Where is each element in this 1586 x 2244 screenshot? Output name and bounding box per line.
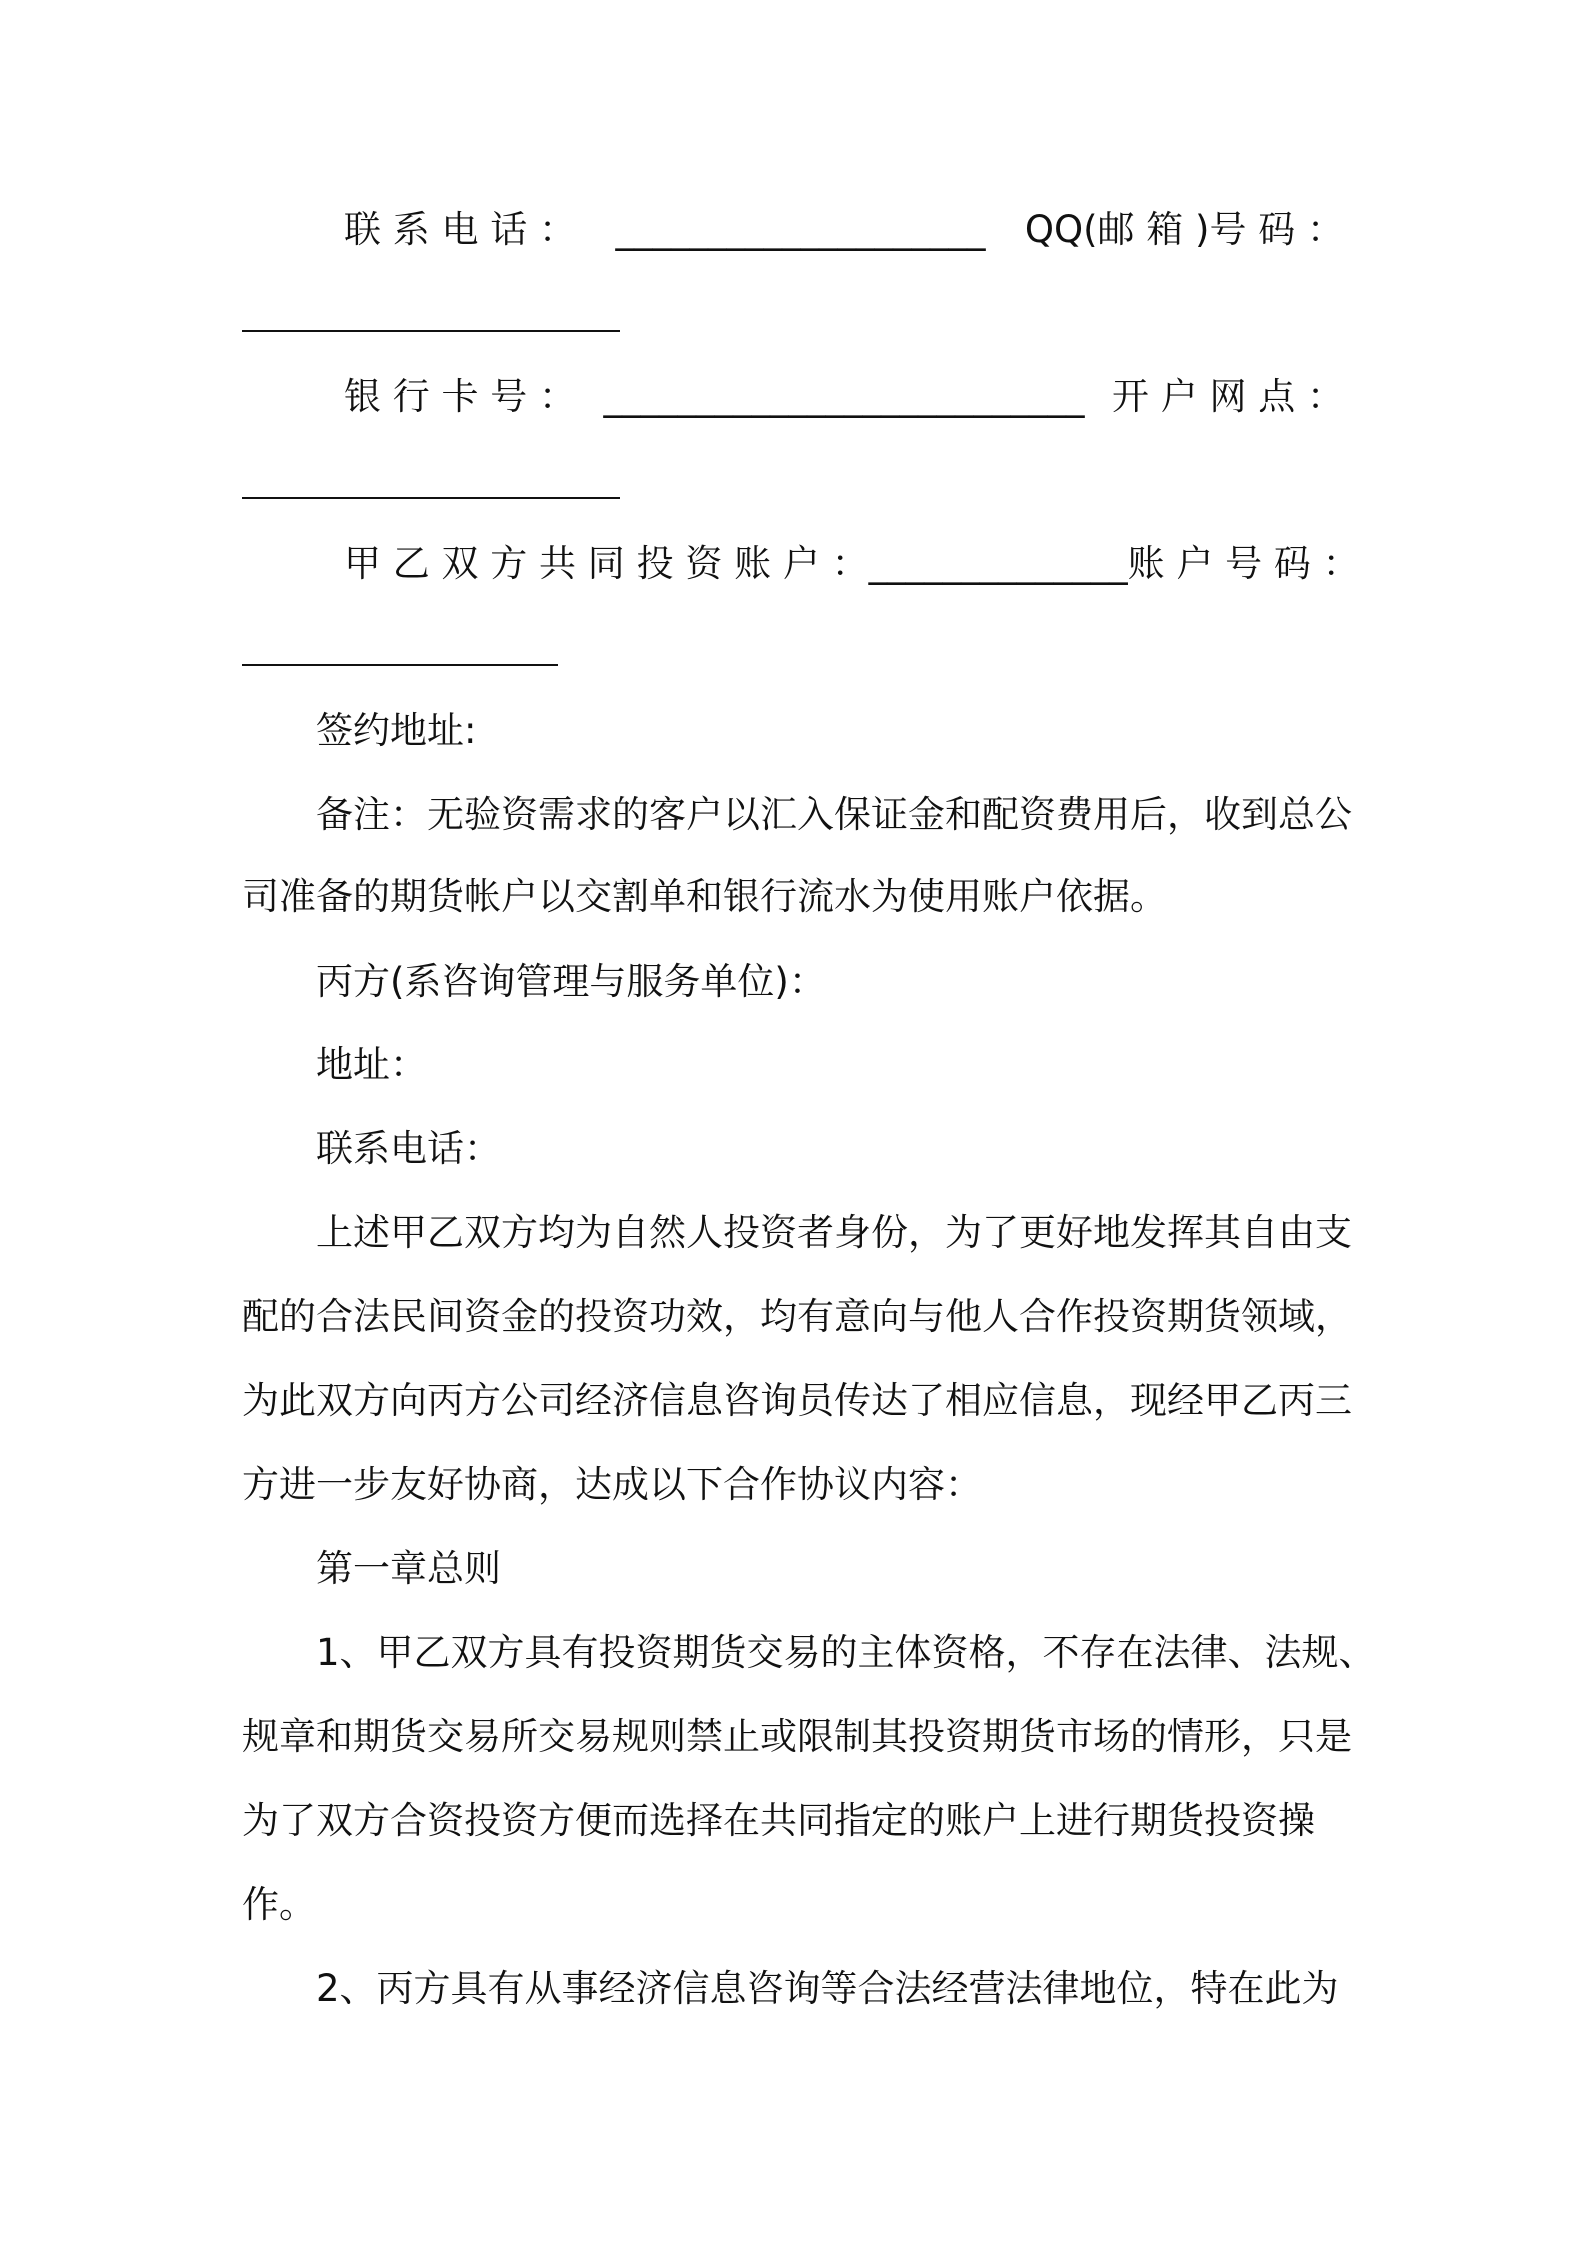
remark-line-2: 司准备的期货帐户以交割单和银行流水为使用账户依据。 [242, 875, 1167, 918]
qq-label: QQ(邮 箱 )号 码 ： [1024, 208, 1344, 251]
sign-address-line: 签约地址: [316, 709, 477, 752]
contact-phone-line: 联系电话： [316, 1127, 501, 1170]
joint-account-label: 甲 乙 双 方 共 同 投 资 账 户 ： [344, 542, 869, 585]
account-number-label: 账 户 号 码 ： [1127, 542, 1360, 585]
account-number-blank-line [242, 664, 558, 666]
phone-qq-row [344, 205, 1344, 255]
clause-1-line-2: 规章和期货交易所交易规则禁止或限制其投资期货市场的情形，只是 [242, 1715, 1352, 1758]
joint-account-row [344, 539, 1360, 589]
intro-line-3: 为此双方向丙方公司经济信息咨询员传达了相应信息，现经甲乙丙三 [242, 1379, 1352, 1422]
bank-branch-row [344, 372, 1344, 422]
bank-card-label: 银 行 卡 号 ： [344, 375, 577, 418]
phone-blank: ____________________ [615, 208, 986, 251]
address-line: 地址： [316, 1043, 427, 1086]
branch-blank-line [242, 497, 620, 499]
intro-line-1: 上述甲乙双方均为自然人投资者身份，为了更好地发挥其自由支 [316, 1211, 1352, 1254]
clause-1-line-1: 1、甲乙双方具有投资期货交易的主体资格，不存在法律、法规、 [316, 1631, 1376, 1674]
bank-card-blank: __________________________ [603, 375, 1085, 418]
intro-line-2: 配的合法民间资金的投资功效，均有意向与他人合作投资期货领域， [242, 1295, 1352, 1338]
joint-account-blank: ______________ [868, 542, 1128, 585]
chapter-one-heading: 第一章总则 [316, 1547, 501, 1590]
clause-1-line-4: 作。 [242, 1883, 316, 1926]
qq-blank-line [242, 330, 620, 332]
clause-2-line-1: 2、丙方具有从事经济信息咨询等合法经营法律地位，特在此为 [316, 1967, 1339, 2010]
phone-label: 联 系 电 话 ： [344, 208, 577, 251]
clause-1-line-3: 为了双方合资投资方便而选择在共同指定的账户上进行期货投资操 [242, 1799, 1315, 1842]
intro-line-4: 方进一步友好协商，达成以下合作协议内容： [242, 1463, 982, 1506]
remark-line-1: 备注：无验资需求的客户以汇入保证金和配资费用后，收到总公 [316, 793, 1352, 836]
party-c-line: 丙方(系咨询管理与服务单位)： [316, 960, 826, 1003]
branch-label: 开 户 网 点 ： [1111, 375, 1344, 418]
